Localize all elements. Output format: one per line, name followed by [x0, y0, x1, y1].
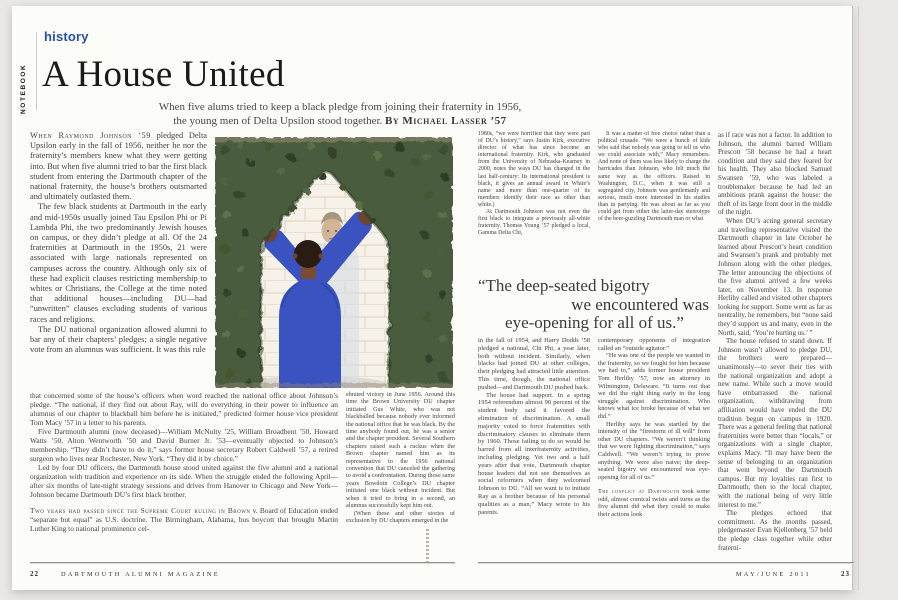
paragraph: that concerned some of the house’s officers when word reached the national office about Johnson’s pledge. “The national, if they find out about Ray, will do everything in their power to influence an alumnus of our chapter to blackball him before he is initiated,” predicted former house vice president Tom Macy ’57 in a letter to his parents. [30, 391, 338, 427]
right-column-1-bottom [478, 337, 590, 559]
byline: By Michael Lasser ’57 [385, 114, 507, 127]
magazine-name: DARTMOUTH ALUMNI MAGAZINE [61, 571, 220, 578]
paragraph: 1980s, “we were horrified that they were part of DU’s history,” says Justin Kirk, executive director of what has since become an international fraternity. Kirk, who graduated from the University of Nebraska-Kearney in 2000, notes the ways DU has changed in the last half-century: Its international president is black, it gives an annual award in White’s name and more than one-quarter of its members identify their race as other than white.) [478, 131, 590, 208]
issue-date: MAY/JUNE 2011 [735, 571, 811, 578]
right-page-footer [560, 570, 850, 578]
right-column-2-bottom [598, 337, 710, 559]
paragraph: Five Dartmouth alumni (now deceased)—William McNulty ’25, William Broadbent ’50, Howard Watts ’50, Alton Wentworth ’50 and David Burner Jr. ’53—eventually objected to Johnson’s membership. “They didn’t have to do it,” says former house secretary Robert Caldwell ’57, a retired surgeon who lives near Rochester, New York. “They did it by choice.” [30, 427, 338, 463]
paragraph: The house had support. In a spring 1954 referendum almost 90 percent of the student body said it favored the elimination of discrimination. A small majority voted to force fraternities with discriminatory clauses to eliminate them by 1960. Those failing to do so would be barred from all interfraternity activities, including pledging. Yet two and a half years after that vote, Dartmouth chapter house leaders did not see themselves as social reformers when they welcomed Johnson to DU. “All we want is to initiate Ray as a brother because of his personal qualities as a man,” Macy wrote to his parents. [478, 391, 590, 516]
paragraph: as if race was not a factor. In addition to Johnson, the alumni barred William Prescott ’58 because he had a heart condition and they said they feared for his health. They also blocked Samuel Swansen ’59, who was labeled a troublemaker because he had led an ambitious prank against the house: the theft of its large front door in the middle of the night. [718, 131, 832, 217]
notebook-sidebar-label: NOTEBOOK [20, 63, 27, 114]
page-edge-line [852, 6, 853, 590]
page-edge-line-outer [858, 6, 859, 590]
illustration-bottom-edge [215, 383, 453, 388]
paragraph: in the fall of 1954, and Harry Dodds ’58 pledged a national, Chi Phi, a year later, both without incident. Similarly, when blacks had joined DU at other colleges, their pledging had attracted little attention. This time, though, the national office pushed—and Dartmouth DU pushed back. [478, 337, 590, 391]
pull-quote [478, 277, 711, 333]
paragraph: The house refused to stand down. If Johnson wasn’t allowed to pledge DU, the brothers were prepared—unanimously—to sever their ties with the national organization and adopt a new name. While such a move would have embarrassed the national organization, withdrawing from affiliation would have ended the DU tradition begun on campus in 1920. There was a general feeling that national fraternities were better than “locals,” or organizations with a single chapter, explains Macy. “It may have been the sense of belonging to an organization that went beyond the Dartmouth campus. But my loyalties ran first to Dartmouth, then to the local chapter, with the national being of very little interest to me.” [718, 337, 832, 509]
paragraph: At Dartmouth Johnson was not even the first black to integrate a previously all-white fraternity. Thomas Young ’57 pledged a local, Gamma Delta Chi, [478, 209, 590, 237]
deck-line2: the young men of Delta Upsilon stood together. [173, 114, 386, 127]
left-page-footer [30, 570, 220, 578]
left-column-1 [30, 131, 207, 388]
right-footer-rule [478, 562, 854, 563]
pull-quote-line1: “The deep-seated bigotry [478, 276, 650, 295]
ivy-illustration [215, 137, 453, 388]
deck-line1: When five alums tried to keep a black pledge from joining their fraternity in 1956, [158, 101, 522, 113]
right-column-1-top [478, 131, 590, 276]
left-column-3 [346, 391, 455, 559]
paragraph-text: pledged Delta Upsilon early in the fall of 1956, neither he nor the fraternity’s members knew what they were getting into. But when five alumni tried to bar the first black student from entering the Dartmouth chapter of the national fraternity, the house’s brothers outsmarted and ultimately outlasted them. [30, 131, 207, 202]
paragraph: The few black students at Dartmouth in the early and mid-1950s usually joined Tau Epsilon Phi or Pi Lambda Phi, the two predominantly Jewish houses on campus, or they didn’t pledge at all. Of the 24 fraternities at Dartmouth in the 1950s, 21 were associated with large nationals represented on campuses across the country. Although only six of these had explicit clauses restricting membership to whites or Christians, the College at the time noted that additional houses—including DU—had “unwritten” clauses excluding students of various races and religions. [30, 202, 207, 324]
paragraph [30, 131, 207, 202]
paragraph: ebrated victory in June 1956. Around this time the Brown University DU chapter initiated Gus White, who was not blackballed because nobody ever informed the national office that he was black. By the time anybody found out, he was a senior and the chapter president. Several Southern chapters raised such a ruckus when the Brown chapter named him as its representative to the 1956 national convention that DU canceled the gathering to avoid a confrontation. During those same years Bowdoin College’s DU chapter initiated one black without incident. But when it tried to bring in a second, an alumnus successfully kept him out. [346, 391, 455, 510]
paragraph-text: v. Board of Education ended “separate but equal” as U.S. doctrine. The Birmingham, Alabama, bus boycott that brought Martin Luther King to national prominence cel- [30, 506, 338, 533]
paragraph: contemporary opponents of integration called an “outside agitator.” [598, 337, 710, 352]
pull-quote-line2: we encountered was [571, 294, 709, 314]
left-wide-block [30, 391, 338, 561]
section-lede-small-caps: Two years had passed since the Supreme Court ruling in Brown [30, 506, 251, 515]
section-paragraph [30, 506, 338, 533]
paragraph: Led by four DU officers, the Dartmouth house stood united against the five alumni and a national organization with tradition and experience on its side. When the struggle ended the following April—after six months of late-night strategy sessions and drives from Hanover to Chicago and New York—Johnson became Dartmouth DU’s first black brother. [30, 463, 338, 499]
paragraph: The DU national organization allowed alumni to bar any of their chapters’ pledges; a single negative vote from an alumnus was sufficient. It was this rule [30, 324, 207, 355]
left-footer-rule [30, 562, 455, 563]
right-page-number: 23 [841, 570, 850, 578]
paragraph-text: took some odd, almost comical twists and turns as the five alumni did what they could to make their actions look [598, 488, 710, 519]
paragraph: It was a matter of free choice rather than a political crusade. “We were a bunch of kids who said that nobody was going to tell us who we could associate with,” Macy remembers. And none of them was less likely to charge the barricades than Johnson, who felt much the same way as the officers. Raised in Washington, D.C., when it was still a segregated city, Johnson was gentlemanly and serious, much more interested in his studies than in partying. He was about as far as you could get from either the latter-day stereotype of the beer-guzzling Dartmouth man or what [598, 131, 710, 223]
right-column-2-top [598, 131, 710, 276]
notebook-rule [36, 32, 37, 110]
pull-quote-line3: eye-opening for all of us.” [505, 313, 684, 332]
section-paragraph [598, 488, 710, 518]
illustration-top-edge [215, 137, 453, 142]
section-label: history [44, 29, 89, 44]
paragraph: “He was one of the people we wanted in the fraternity, so we fought for him because we had to,” adds former house president Tom Herlihy ’57, now an attorney in Wilmington, Delaware. “It turns out that we did the right thing early in the long struggle against discrimination. Who knows what ice broke because of what we did.” [598, 352, 710, 420]
right-column-3 [718, 131, 832, 559]
lede-small-caps: When Raymond Johnson ’59 [30, 131, 151, 140]
paragraph: When DU’s acting general secretary and traveling representative visited the Dartmouth chapter in late October he learned about Prescott’s heart condition and Swansen’s prank and probably met Johnson along with the other pledges. The letter announcing the objections of the five alumni arrived a few weeks later, on November 13. In response Herlihy called and visited other chapters looking for support. Some went as far as neutrality, he remembers, but “none said they’d support us and many, even in the North, said, ‘You’re hurting us.’ ” [718, 216, 832, 337]
paragraph: The pledges echoed that commitment. As the months passed, pledgemaster Evan Kjellenberg ’57 held the pledge class together while other fraterni- [718, 509, 832, 552]
article-deck [50, 101, 630, 128]
paragraph: (When these and other stories of exclusion by DU chapters emerged in the [346, 509, 455, 524]
section-lede-small-caps: The conflict at Dartmouth [598, 488, 680, 496]
left-page-number: 22 [30, 570, 39, 578]
article-title: A House United [42, 54, 285, 95]
paragraph: Herlihy says he was startled by the intensity of the “firestorm of ill will” from other DU chapters. “We weren’t thinking that we were fighting discrimination,” says Caldwell. “We weren’t trying to prove anything. We were also naive; the deep-seated bigotry we encountered was eye-opening for all of us.” [598, 420, 710, 481]
